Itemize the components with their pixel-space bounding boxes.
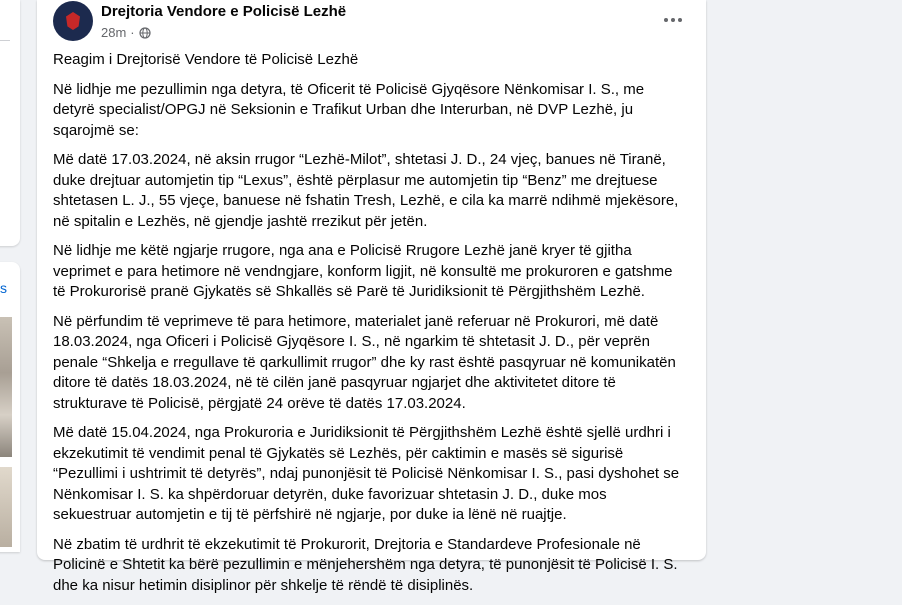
section-link[interactable]: s [0,280,7,296]
post-body [53,50,689,605]
post-meta [101,25,151,40]
left-sidebar-card [0,0,20,246]
police-emblem-icon [66,12,80,30]
post-timestamp[interactable]: 28m [101,25,127,40]
page-name-link[interactable]: Drejtoria Vendore e Policisë Lezhë [101,3,347,20]
post-paragraph: Në lidhje me këtë ngjarje rrugore, nga ana e Policisë Rrugore Lezhë janë kryer të gjitha veprimet e para hetimore në vendngjare, konform ligjit, në konsultë me prokuroren e gatshme të Prokurorisë pranë Gjykatës së Shkallës së Parë të Juridiksionit të Përgjithshëm Lezhë. [53,242,673,300]
thumbnail-image[interactable] [0,467,12,547]
post-card [37,0,706,594]
more-options-button[interactable] [656,8,690,32]
post-paragraph: Në përfundim të veprimeve të para hetimore, materialet janë referuar në Prokurori, më datë 18.03.2024, nga Oficeri i Policisë Gjyqësore I. S., në ngarkim të shtetasit J. D., për veprën penale “Shkelja e rregullave të qarkullimit rrugor” dhe ky rast është pasqyruar në komunikatën ditore të datës 18.03.2024, në të cilën janë pasqyruar ngjarjet dhe aktivitetet ditore të strukturave të Policisë, përgjatë 24 orëve të datës 17.03.2024. [53,312,676,412]
post-paragraph: Reagim i Drejtorisë Vendore të Policisë Lezhë [53,51,359,68]
post-paragraph: Më datë 17.03.2024, në aksin rrugor “Lezhë-Milot”, shtetasi J. D., 24 vjeç, banues në Tiranë, duke drejtuar automjetin tip “Lexus”, është përplasur me automjetin tip “Benz” me drejtuese shtetasen L. J., 55 vjeçe, banuese në fshatin Tresh, Lezhë, e cila ka marrë ndihmë mjekësore, në spitalin e Lezhës, në gjendje jashtë rrezikut për jetën. [53,151,679,230]
post-paragraph: Në zbatim të urdhrit të ekzekutimit të Prokurorit, Drejtoria e Standardeve Profesionale në Policinë e Shtetit ka bërë pezullimin e mënjehershëm nga detyra, të punonjësit të Policisë I. S. dhe ka nisur hetimin disiplinor për shkelje të rëndë të disiplinës. [53,535,678,594]
globe-icon [139,27,151,39]
thumbnail-image[interactable] [0,317,12,457]
page-avatar[interactable] [53,1,93,41]
post-paragraph: Më datë 15.04.2024, nga Prokuroria e Juridiksionit të Përgjithshëm Lezhë është sjellë urdhri i ekzekutimit të vendimit penal të Gjykatës së Lezhës, për caktimin e masës së sigurisë “Pezullimi i ushtrimit të detyrës”, ndaj punonjësit të Policisë Nënkomisar I. S., pasi dyshohet se Nënkomisar I. S. ka shpërdoruar detyrën, duke favorizuar shtetasin J. D., duke mos sekuestruar automjetin e tij të përfshirë në ngjarje, por duke ia lënë në ruajtje. [53,424,680,523]
left-sidebar-section [0,262,20,552]
meta-separator: · [130,25,135,40]
more-horizontal-icon [663,17,683,23]
post-paragraph: Në lidhje me pezullimin nga detyra, të Oficerit të Policisë Gjyqësore Nënkomisar I. S., me detyrë specialist/OPGJ në Seksionin e Trafikut Urban dhe Interurban, në DVP Lezhë, ju sqarojmë se: [53,80,645,139]
divider [0,40,10,41]
